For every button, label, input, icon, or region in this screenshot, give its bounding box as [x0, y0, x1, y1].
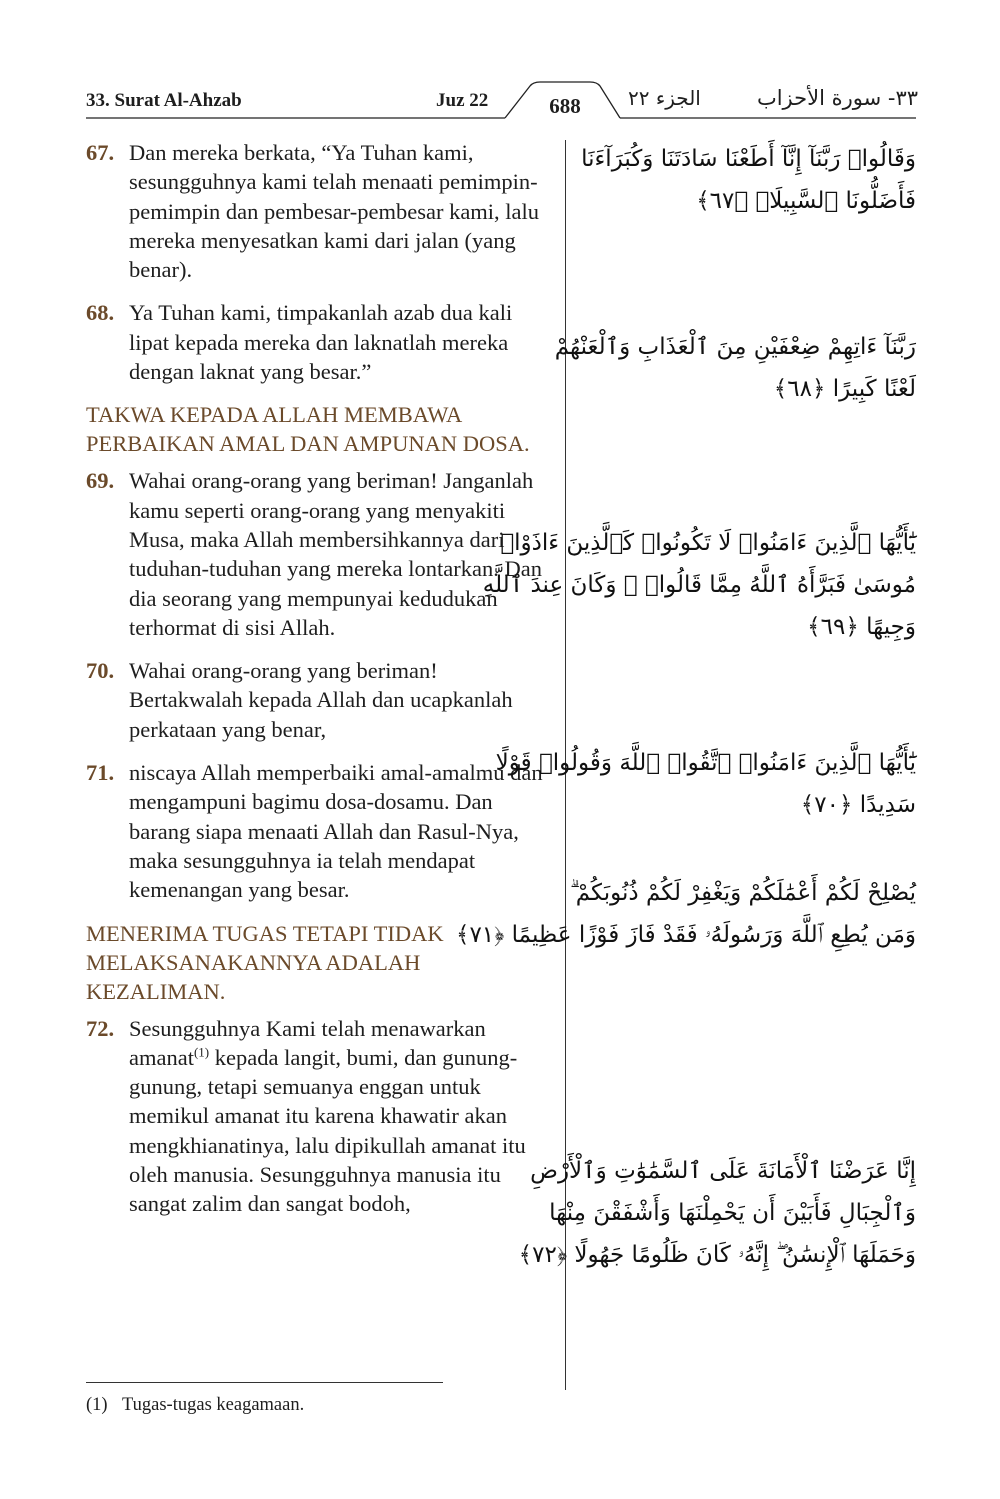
verse-text: Wahai orang-orang yang beriman! Janganlah kamu seperti orang-orang yang menyakiti Musa, maka Allah membersihkannya dari tuduhan-tuduhan yang mereka lontarkan. Dan dia seorang yang mempunyai kedudukan terhormat di sisi Allah.	[129, 468, 542, 640]
footnote-number: (1)	[86, 1395, 108, 1415]
verse-number: 69.	[86, 468, 115, 494]
footnote-marker[interactable]: (1)	[193, 1044, 210, 1060]
arabic-line: وَمَن يُطِعِ ٱللَّهَ وَرَسُولَهُۥ فَقَدْ فَازَ فَوْزًا عَظِيمًا ﴿٧١﴾	[455, 922, 916, 948]
verse-68	[86, 298, 556, 386]
verse-69	[86, 466, 556, 642]
arabic-line: وَقَالُوا۟ رَبَّنَآ إِنَّآ أَطَعْنَا سَادَتَنَا وَكُبَرَآءَنَا	[581, 146, 916, 172]
section-heading: MENERIMA TUGAS TETAPI TIDAK MELAKSANAKANNYA ADALAH KEZALIMAN.	[86, 920, 444, 1004]
juz-label-arabic: الجزء ٢٢	[628, 86, 701, 110]
arabic-line: إِنَّا عَرَضْنَا ٱلْأَمَانَةَ عَلَى ٱلسَّمَٰوَٰتِ وَٱلْأَرْضِ	[530, 1158, 916, 1184]
arabic-line: يَٰٓأَيُّهَا ٱلَّذِينَ ءَامَنُوا۟ ٱتَّقُوا۟ ٱللَّهَ وَقُولُوا۟ قَوْلًا	[495, 750, 916, 776]
arabic-line: مُوسَىٰ فَبَرَّأَهُ ٱللَّهُ مِمَّا قَالُوا۟ ۚ وَكَانَ عِندَ ٱللَّهِ	[482, 572, 916, 598]
verse-text: Ya Tuhan kami, timpakanlah azab dua kali lipat kepada mereka dan laknatlah mereka dengan laknat yang besar.”	[129, 300, 513, 385]
footnote	[86, 1395, 304, 1416]
arabic-verse-68	[554, 326, 916, 410]
footnote-text: Tugas-tugas keagamaan.	[122, 1395, 305, 1415]
arabic-line: سَدِيدًا ﴿٧٠﴾	[800, 792, 916, 818]
verse-67	[86, 138, 556, 284]
verse-number: 67.	[86, 140, 115, 165]
verse-text: Wahai orang-orang yang beriman! Bertakwalah kepada Allah dan ucapkanlah perkataan yang benar,	[129, 658, 513, 742]
arabic-line: لَعْنًا كَبِيرًا ﴿٦٨﴾	[773, 376, 916, 402]
verse-text-part: kepada langit, bumi, dan gunung-gunung, tetapi semuanya enggan untuk memikul amanat itu karena khawatir akan mengkhianatinya, lalu dipikullah amanat itu oleh manusia. Sesungguhnya manusia itu sangat zalim dan sangat bodoh,	[129, 1044, 526, 1217]
arabic-verse-70	[495, 742, 916, 826]
section-heading: TAKWA KEPADA ALLAH MEMBAWA PERBAIKAN AMAL DAN AMPUNAN DOSA.	[86, 402, 530, 457]
verse-number: 71.	[86, 760, 115, 786]
arabic-verse-71	[455, 872, 916, 956]
verse-text: Dan mereka berkata, “Ya Tuhan kami, sesungguhnya kami telah menaati pemimpin-pemimpin dan pembesar-pembesar kami, lalu mereka menyesatkan kami dari jalan (yang benar).	[129, 140, 540, 283]
verse-text	[129, 1014, 556, 1219]
verse-70	[86, 656, 556, 744]
surah-title-arabic: ٣٣- سورة الأحزاب	[756, 86, 918, 110]
surah-title-latin: 33. Surat Al-Ahzab	[86, 90, 242, 111]
juz-label-latin: Juz 22	[436, 90, 489, 111]
arabic-line: وَحَمَلَهَا ٱلْإِنسَٰنُ ۖ إِنَّهُۥ كَانَ ظَلُومًا جَهُولًا ﴿٧٢﴾	[518, 1242, 916, 1268]
verse-72	[86, 1014, 556, 1219]
arabic-line: رَبَّنَآ ءَاتِهِمْ ضِعْفَيْنِ مِنَ ٱلْعَذَابِ وَٱلْعَنْهُمْ	[554, 334, 916, 360]
arabic-line: وَٱلْجِبَالِ فَأَبَيْنَ أَن يَحْمِلْنَهَا وَأَشْفَقْنَ مِنْهَا	[549, 1200, 916, 1226]
verse-number: 70.	[86, 658, 115, 684]
page-number: 688	[549, 94, 581, 118]
translation-column	[86, 138, 556, 1233]
verse-number: 68.	[86, 300, 115, 326]
footnote-rule	[86, 1382, 443, 1383]
verse-number: 72.	[86, 1015, 115, 1041]
arabic-verse-69	[482, 522, 916, 648]
header-rule	[0, 0, 1000, 140]
verse-71	[86, 758, 556, 904]
arabic-verse-67	[581, 138, 916, 222]
verse-text-part: Sesungguhnya Kami telah menawarkan amanat	[129, 1015, 486, 1070]
verse-text: niscaya Allah memperbaiki amal-amalmu dan mengampuni bagimu dosa-dosamu. Dan barang siapa menaati Allah dan Rasul-Nya, maka sesungguhnya ia telah mendapat kemenangan yang besar.	[129, 760, 543, 903]
arabic-line: فَأَضَلُّونَا ٱلسَّبِيلَا۠ ﴿٦٧﴾	[696, 188, 916, 214]
arabic-verse-72	[518, 1150, 916, 1276]
arabic-line: يُصْلِحْ لَكُمْ أَعْمَٰلَكُمْ وَيَغْفِرْ لَكُمْ ذُنُوبَكُمْ ۗ	[569, 880, 916, 906]
arabic-line: يَٰٓأَيُّهَا ٱلَّذِينَ ءَامَنُوا۟ لَا تَكُونُوا۟ كَٱلَّذِينَ ءَاذَوْا۟	[500, 530, 916, 556]
arabic-line: وَجِيهًا ﴿٦٩﴾	[807, 614, 916, 640]
